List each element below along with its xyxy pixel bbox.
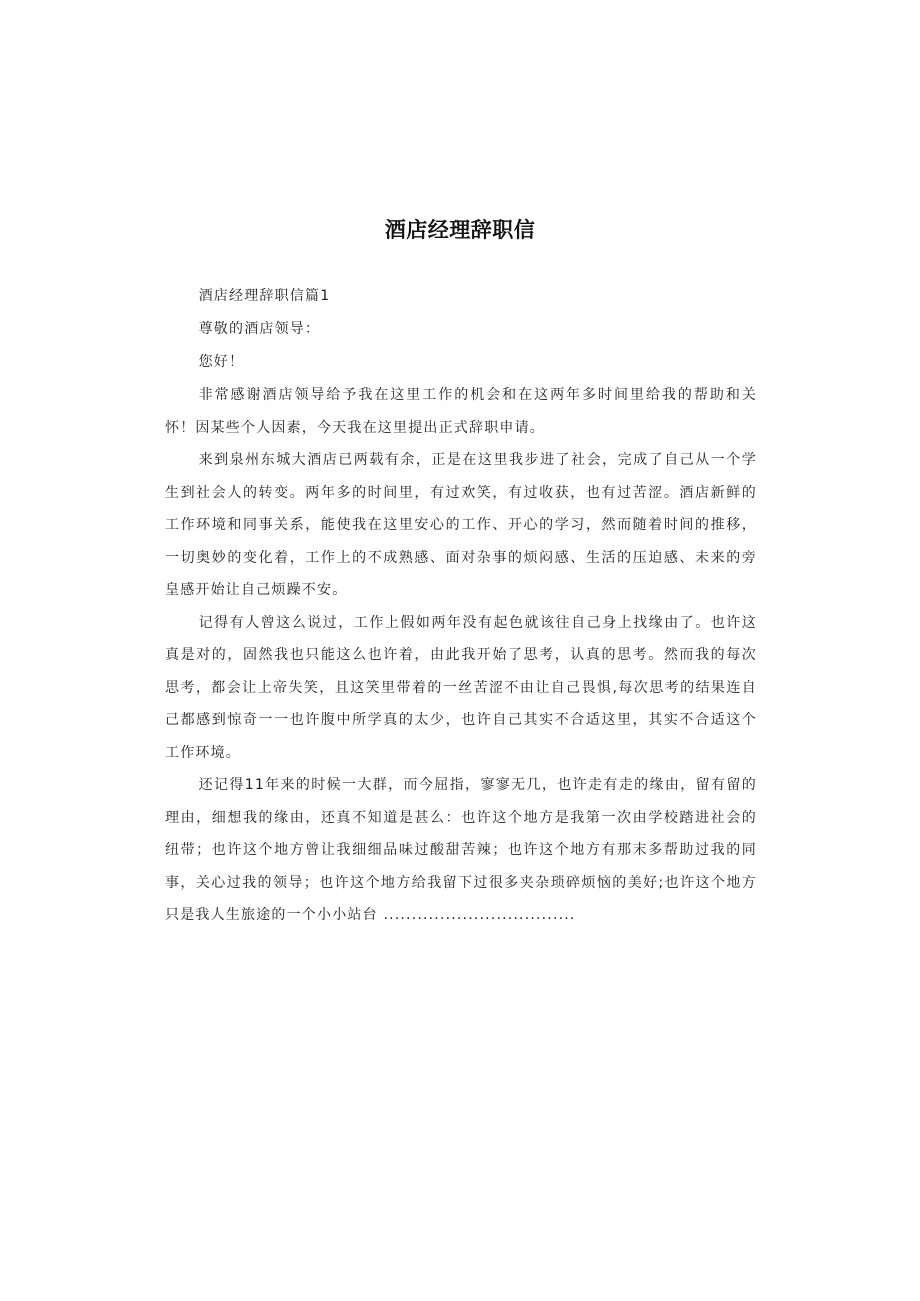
document-title: 酒店经理辞职信 (384, 218, 536, 242)
paragraph-thanks: 非常感谢酒店领导给予我在这里工作的机会和在这两年多时间里给我的帮助和关怀！因某些个人因素，今天我在这里提出正式辞职申请。 (165, 387, 757, 436)
greeting: 您好！ (198, 354, 245, 370)
paragraph-reflection: 记得有人曾这么说过，工作上假如两年没有起色就该往自己身上找缘由了。也许这真是对的，固然我也只能这么也许着，由此我开始了思考，认真的思考。然而我的每次思考，都会让上帝失笑，且这笑里带着的一丝苦涩不由让自己畏惧,每次思考的结果连自己都感到惊奇一一也许腹中所学真的太少，也许自己其实不合适这里，其实不合适这个工作环境。 (165, 614, 757, 761)
section-heading: 酒店经理辞职信篇1 (198, 288, 331, 304)
paragraph-memories: 还记得11年来的时候一大群，而今屈指，寥寥无几，也许走有走的缘由，留有留的理由，细想我的缘由，还真不知道是甚么：也许这个地方是我第一次由学校踏进社会的纽带；也许这个地方曾让我细细品味过酸甜苦辣；也许这个地方有那末多帮助过我的同事，关心过我的领导；也许这个地方给我留下过很多夹杂琐碎烦恼的美好;也许这个地方只是我人生旅途的一个小小站台 .................................. (165, 777, 757, 923)
paragraph-experience: 来到泉州东城大酒店已两载有余，正是在这里我步进了社会，完成了自己从一个学生到社会人的转变。两年多的时间里，有过欢笑，有过收获，也有过苦涩。酒店新鲜的工作环境和同事关系，能使我在这里安心的工作、开心的学习，然而随着时间的推移，一切奥妙的变化着，工作上的不成熟感、面对杂事的烦闷感、生活的压迫感、未来的旁皇感开始让自己烦躁不安。 (165, 452, 757, 598)
salutation: 尊敬的酒店领导： (198, 321, 321, 337)
document-body (165, 280, 757, 932)
